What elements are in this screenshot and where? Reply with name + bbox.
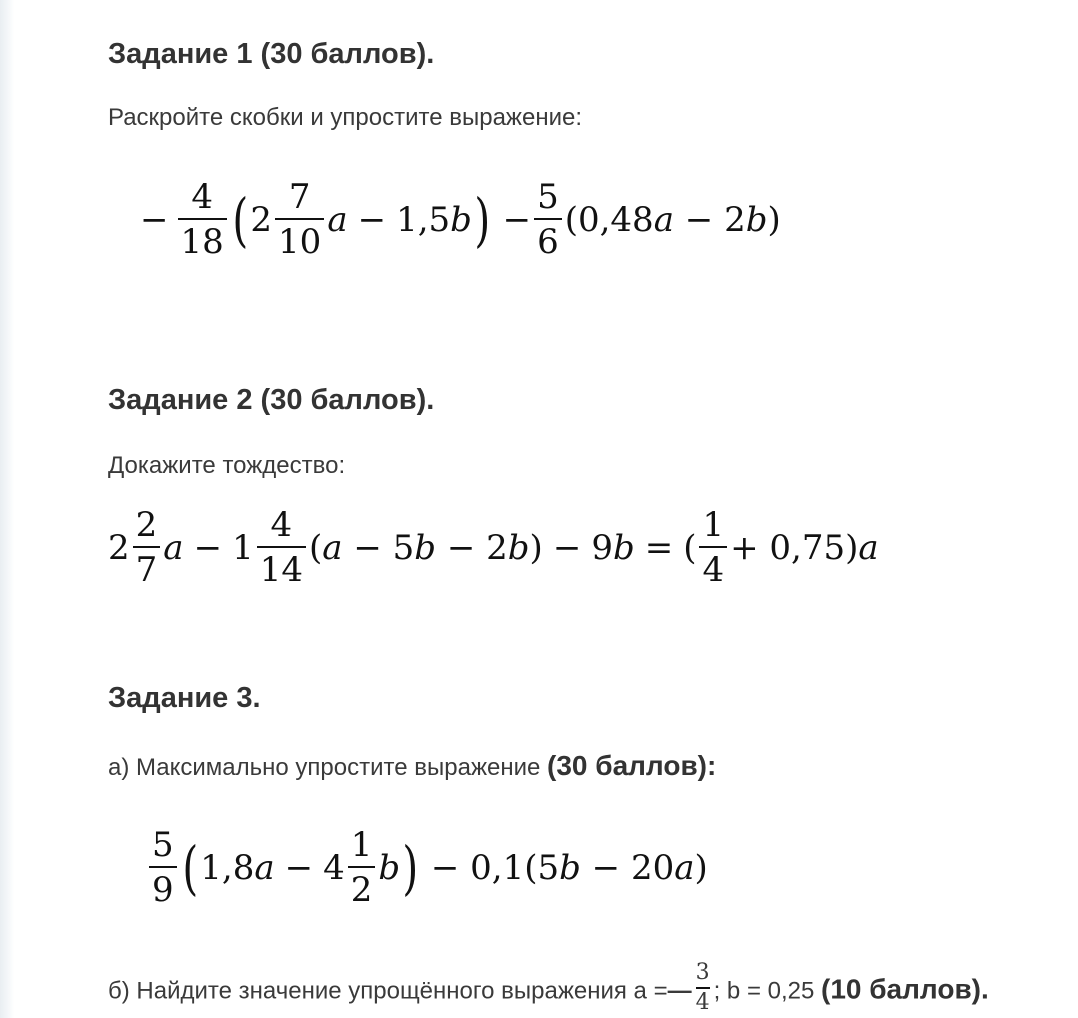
task1-title: Задание 1 (30 баллов). [108, 38, 435, 70]
part-b-text: б) Найдите значение упрощённого выражения a = [108, 977, 668, 1005]
variable-b: b [378, 847, 401, 888]
expr-text: ( [308, 527, 323, 568]
fraction: $\frac{5}{6}$ [534, 180, 562, 259]
minus-sign: − [502, 199, 532, 240]
fraction: $\frac{2}{7}$ [133, 508, 161, 587]
minus-sign: − [284, 847, 314, 888]
task3-part-a [108, 750, 716, 782]
fraction: $\frac{1}{4}$ [699, 508, 727, 587]
close-paren: ) [474, 185, 491, 254]
minus-sign: − [552, 527, 582, 568]
variable-a: a [653, 199, 674, 240]
expr-text: − 0,1(5 [430, 847, 560, 888]
part-b-text-2: ; b = 0,25 [713, 977, 822, 1005]
variable-b: b [414, 527, 437, 568]
variable-b: b [612, 527, 635, 568]
minus-sign: − [193, 527, 223, 568]
fraction: $\frac{7}{10}$ [275, 180, 324, 259]
task2-expression [108, 505, 879, 590]
variable-a: a [327, 199, 348, 240]
task2-instruction: Докажите тождество: [108, 452, 346, 479]
whole-number: 2 [108, 527, 130, 568]
expr-text: − 5 [342, 527, 415, 568]
expr-text: − 20 [580, 847, 675, 888]
variable-a: a [254, 847, 275, 888]
fraction: $\frac{4}{14}$ [257, 508, 306, 587]
whole-number: 1 [232, 527, 254, 568]
open-paren: ( [182, 833, 198, 902]
expr-text: (0,48 [564, 199, 654, 240]
expr-text: − 2 [673, 199, 746, 240]
task3-title: Задание 3. [108, 682, 261, 714]
whole-number: 2 [250, 199, 273, 240]
part-a-points: (30 баллов): [547, 750, 717, 781]
task1-instruction: Раскройте скобки и упростите выражение: [108, 104, 583, 131]
fraction: $\frac{1}{2}$ [348, 828, 376, 907]
variable-b: b [745, 199, 768, 240]
close-paren: ) [402, 833, 419, 902]
expr-text: ) [767, 199, 781, 240]
task2-title: Задание 2 (30 баллов). [108, 384, 435, 416]
variable-a: a [163, 527, 184, 568]
task3-part-b [108, 960, 989, 1018]
fraction: $\frac{5}{9}$ [149, 828, 177, 907]
expr-text: ) [529, 527, 543, 568]
variable-a: a [322, 527, 343, 568]
fraction: $\frac{4}{18}$ [178, 180, 227, 259]
expr-text: ( [683, 527, 697, 568]
variable-b: b [559, 847, 581, 888]
expr-text: + 0,75) [730, 527, 859, 568]
whole-number: 4 [323, 847, 345, 888]
minus-sign: − [357, 199, 387, 240]
equals-sign: = [644, 527, 674, 568]
expr-minus: − [140, 199, 169, 240]
part-b-points: (10 баллов). [821, 973, 989, 1005]
task1-expression [140, 177, 781, 262]
open-paren: ( [232, 185, 249, 254]
coefficient: 1,8 [200, 847, 255, 888]
expr-text: ) [694, 847, 708, 888]
task3-expression [146, 825, 708, 910]
variable-b: b [507, 527, 530, 568]
number: 9 [591, 527, 613, 568]
coefficient: 1,5 [396, 199, 451, 240]
expr-text: − 2 [436, 527, 508, 568]
part-a-text: а) Максимально упростите выражение [108, 754, 548, 781]
fraction: $\frac{3}{4}$ [695, 960, 710, 1015]
minus-dash: — [667, 977, 692, 1005]
variable-a: a [674, 847, 695, 888]
left-margin-rule [0, 0, 14, 1018]
variable-b: b [450, 199, 472, 240]
variable-a: a [858, 527, 879, 568]
